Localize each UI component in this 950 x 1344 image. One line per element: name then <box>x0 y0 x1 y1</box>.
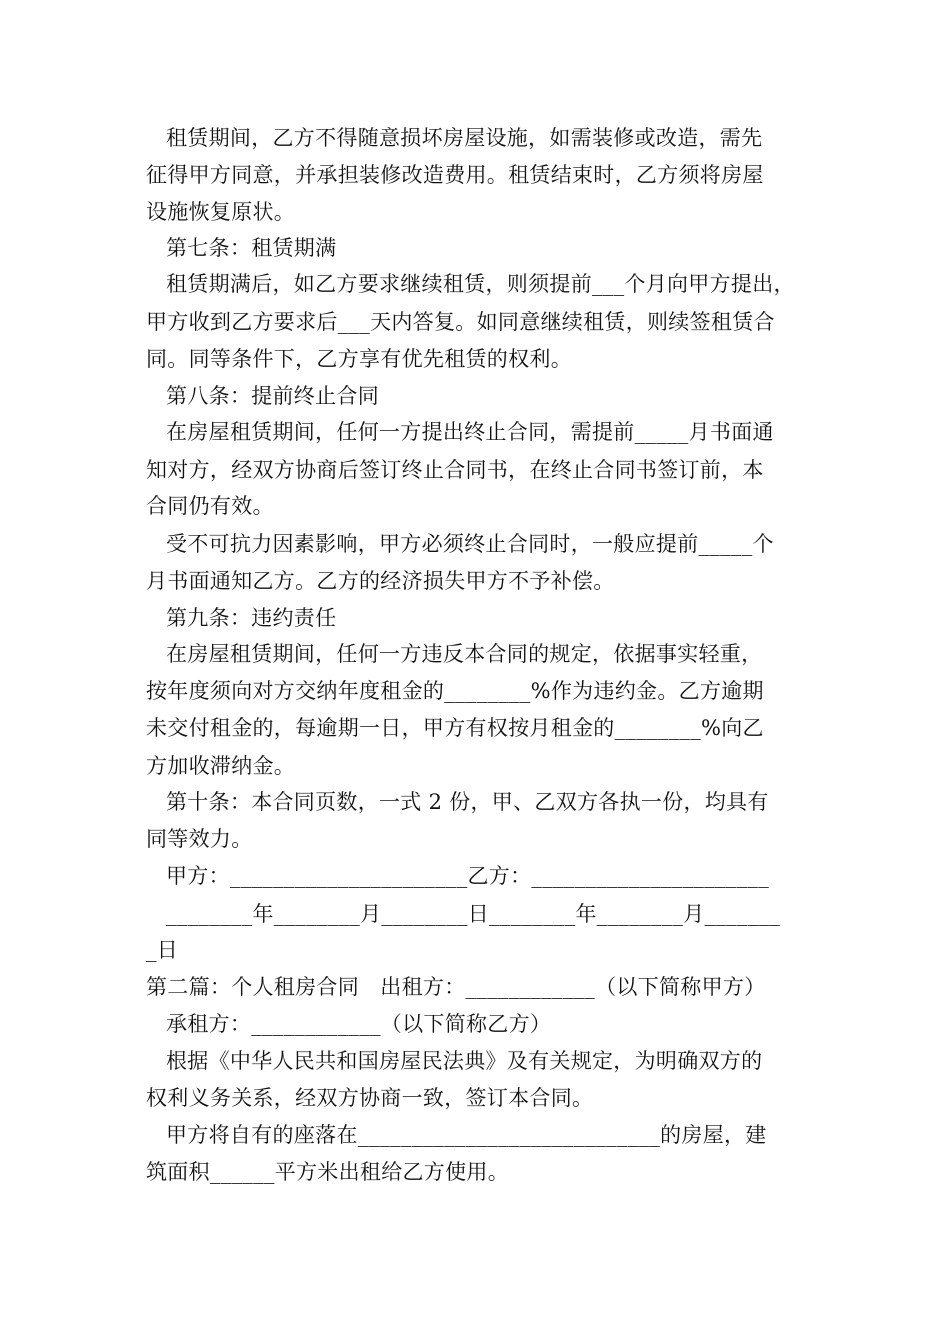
paragraph-line: 权利义务关系，经双方协商一致，签订本合同。 <box>146 1086 594 1110</box>
paragraph-line: 月书面通知乙方。乙方的经济损失甲方不予补偿。 <box>146 569 615 593</box>
paragraph-line: 按年度须向对方交纳年度租金的________%作为违约金。乙方逾期 <box>146 679 764 703</box>
section-heading: 第八条：提前终止合同 <box>166 384 379 408</box>
paragraph-line: 知对方，经双方协商后签订终止合同书，在终止合同书签订前，本 <box>146 458 764 482</box>
paragraph-line: 根据《中华人民共和国房屋民法典》及有关规定，为明确双方的 <box>166 1049 763 1073</box>
section-heading: 第二篇：个人租房合同 出租方：____________（以下简称甲方） <box>146 975 766 999</box>
paragraph-line: 未交付租金的，每逾期一日，甲方有权按月租金的________%向乙 <box>146 716 764 740</box>
section-heading: 第七条：租赁期满 <box>166 236 337 260</box>
paragraph-line: 同等效力。 <box>146 827 253 851</box>
paragraph-line: 合同仍有效。 <box>146 494 274 518</box>
paragraph-line: 设施恢复原状。 <box>146 200 296 224</box>
paragraph-line: 甲方收到乙方要求后___天内答复。如同意继续租赁，则续签租赁合 <box>146 310 775 334</box>
paragraph-line: 受不可抗力因素影响，甲方必须终止合同时，一般应提前_____个 <box>166 532 774 556</box>
signature-line: 甲方：______________________乙方：______________________ <box>166 864 769 888</box>
paragraph-line: 在房屋租赁期间，任何一方违反本合同的规定，依据事实轻重， <box>166 642 763 666</box>
date-line: _日 <box>146 938 179 962</box>
paragraph-line: 甲方将自有的座落在____________________________的房屋，建 <box>166 1123 767 1147</box>
paragraph-line: 承租方：____________（以下简称乙方） <box>166 1012 552 1036</box>
date-line: ________年________月________日________年________月_______ <box>166 902 781 926</box>
section-heading: 第十条：本合同页数，一式 2 份，甲、乙双方各执一份，均具有 <box>166 790 769 814</box>
paragraph-line: 租赁期间，乙方不得随意损坏房屋设施，如需装修或改造，需先 <box>166 126 763 150</box>
paragraph-line: 同。同等条件下，乙方享有优先租赁的权利。 <box>146 347 572 371</box>
paragraph-line: 筑面积______平方米出租给乙方使用。 <box>146 1160 509 1184</box>
paragraph-line: 在房屋租赁期间，任何一方提出终止合同，需提前_____月书面通 <box>166 420 774 444</box>
section-heading: 第九条：违约责任 <box>166 606 337 630</box>
paragraph-line: 方加收滞纳金。 <box>146 754 296 778</box>
paragraph-line: 租赁期满后，如乙方要求继续租赁，则须提前___个月向甲方提出， <box>166 272 795 296</box>
paragraph-line: 征得甲方同意，并承担装修改造费用。租赁结束时，乙方须将房屋 <box>146 163 764 187</box>
